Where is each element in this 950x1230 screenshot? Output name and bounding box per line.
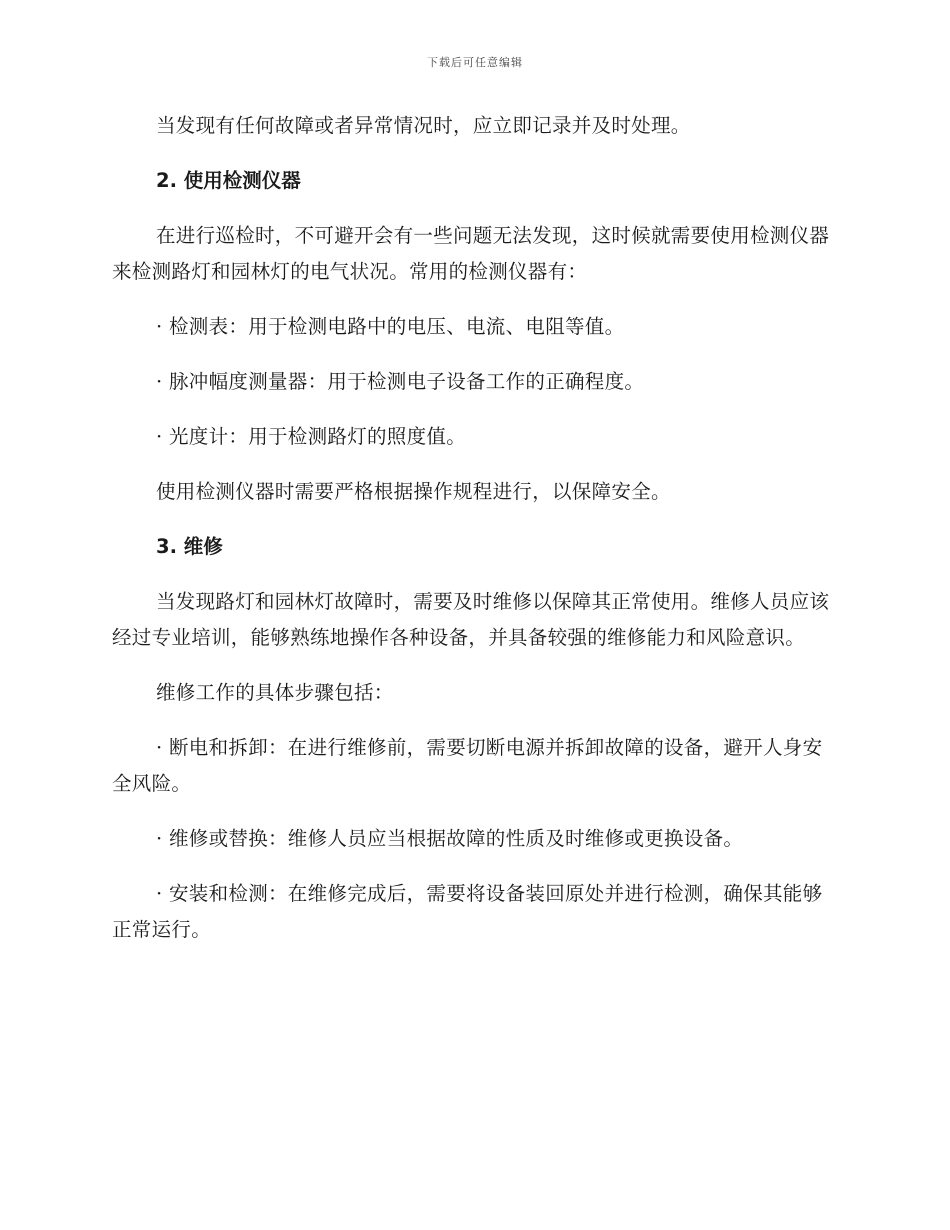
section-heading-repair: 3. 维修: [156, 535, 223, 558]
section-heading-instruments: 2. 使用检测仪器: [156, 169, 301, 192]
bullet-pulse-meter: · 脉冲幅度测量器：用于检测电子设备工作的正确程度。: [156, 370, 645, 393]
bullet-repair-replace: · 维修或替换：维修人员应当根据故障的性质及时维修或更换设备。: [156, 827, 744, 850]
document-body: [112, 108, 834, 948]
paragraph-repair-intro: 当发现路灯和园林灯故障时，需要及时维修以保障其正常使用。维修人员应该经过专业培训，能够熟练地操作各种设备，并具备较强的维修能力和风险意识。: [112, 590, 830, 649]
paragraph-safety: 使用检测仪器时需要严格根据操作规程进行，以保障安全。: [156, 480, 671, 503]
paragraph-fault-record: 当发现有任何故障或者异常情况时，应立即记录并及时处理。: [156, 114, 691, 137]
bullet-power-off: · 断电和拆卸：在进行维修前，需要切断电源并拆卸故障的设备，避开人身安全风险。: [112, 736, 823, 795]
paragraph-instruments-intro: 在进行巡检时，不可避开会有一些问题无法发现，这时候就需要使用检测仪器来检测路灯和园林灯的电气状况。常用的检测仪器有：: [112, 224, 830, 283]
bullet-tester: · 检测表：用于检测电路中的电压、电流、电阻等值。: [156, 315, 625, 338]
page-header: 下载后可任意编辑: [427, 56, 523, 69]
bullet-install-test: · 安装和检测：在维修完成后，需要将设备装回原处并进行检测，确保其能够正常运行。: [112, 882, 823, 941]
paragraph-repair-steps: 维修工作的具体步骤包括：: [156, 681, 394, 704]
bullet-photometer: · 光度计：用于检测路灯的照度值。: [156, 425, 466, 448]
